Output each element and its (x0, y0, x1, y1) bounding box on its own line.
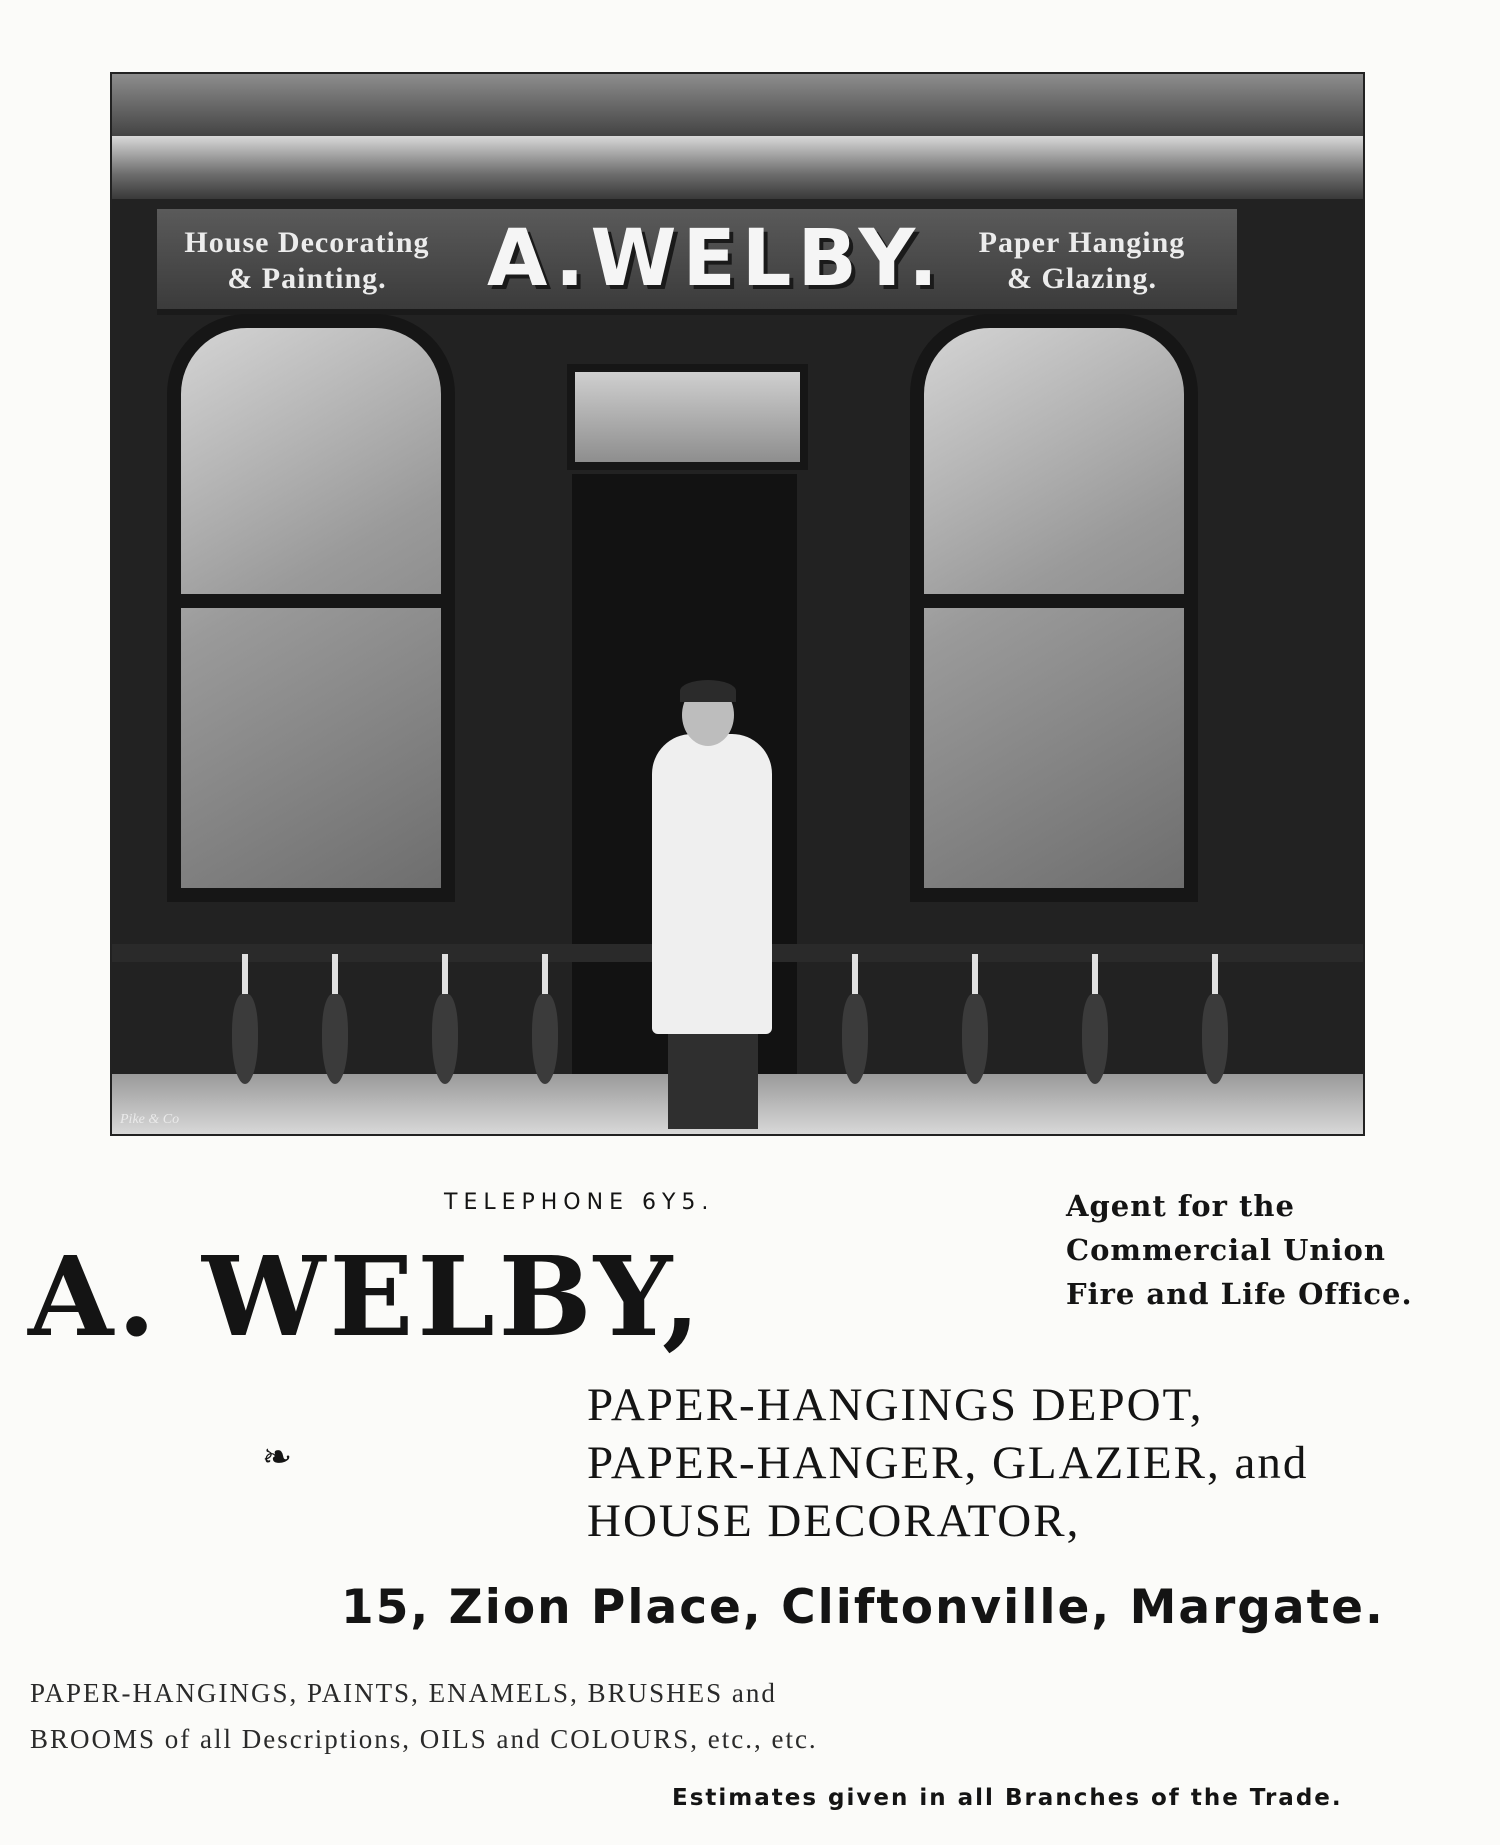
agent-note: Agent for the Commercial Union Fire and Life Office. (1066, 1189, 1413, 1311)
shopfront-photo (110, 72, 1365, 1136)
estimates-note: Estimates given in all Branches of the Trade. (672, 1785, 1343, 1811)
left-window-bar (167, 594, 455, 608)
shop-sign (157, 209, 1237, 315)
brush (322, 994, 348, 1084)
brush (1082, 994, 1108, 1084)
sign-center-text: A.WELBY. (487, 214, 944, 304)
shopkeeper-legs (668, 1029, 758, 1129)
brush (432, 994, 458, 1084)
brush (842, 994, 868, 1084)
fleuron-icon: ❧ (262, 1437, 293, 1477)
brush (232, 994, 258, 1084)
telephone-number: TELEPHONE 6Y5. (444, 1190, 715, 1215)
left-display-window (167, 314, 455, 902)
shopkeeper-hair (680, 680, 736, 702)
cornice (112, 136, 1363, 206)
sign-right-text: Paper Hanging & Glazing. (978, 226, 1186, 295)
goods-list: PAPER-HANGINGS, PAINTS, ENAMELS, BRUSHES and BROOMS of all Descriptions, OILS and COLOURS, etc., etc. (30, 1678, 818, 1754)
shopkeeper-coat (652, 734, 772, 1034)
brush (1202, 994, 1228, 1084)
services-list: PAPER-HANGINGS DEPOT, PAPER-HANGER, GLAZIER, and HOUSE DECORATOR, (587, 1379, 1309, 1547)
sign-left-text: House Decorating & Painting. (184, 226, 430, 295)
right-display-window (910, 314, 1198, 902)
roof-area (112, 74, 1363, 144)
door-transom (567, 364, 808, 470)
brush (532, 994, 558, 1084)
engraver-credit: Pike & Co (120, 1112, 180, 1127)
business-address: 15, Zion Place, Cliftonville, Margate. (341, 1580, 1385, 1635)
brush (962, 994, 988, 1084)
business-name: A. WELBY, (28, 1232, 705, 1361)
right-window-bar (910, 594, 1198, 608)
